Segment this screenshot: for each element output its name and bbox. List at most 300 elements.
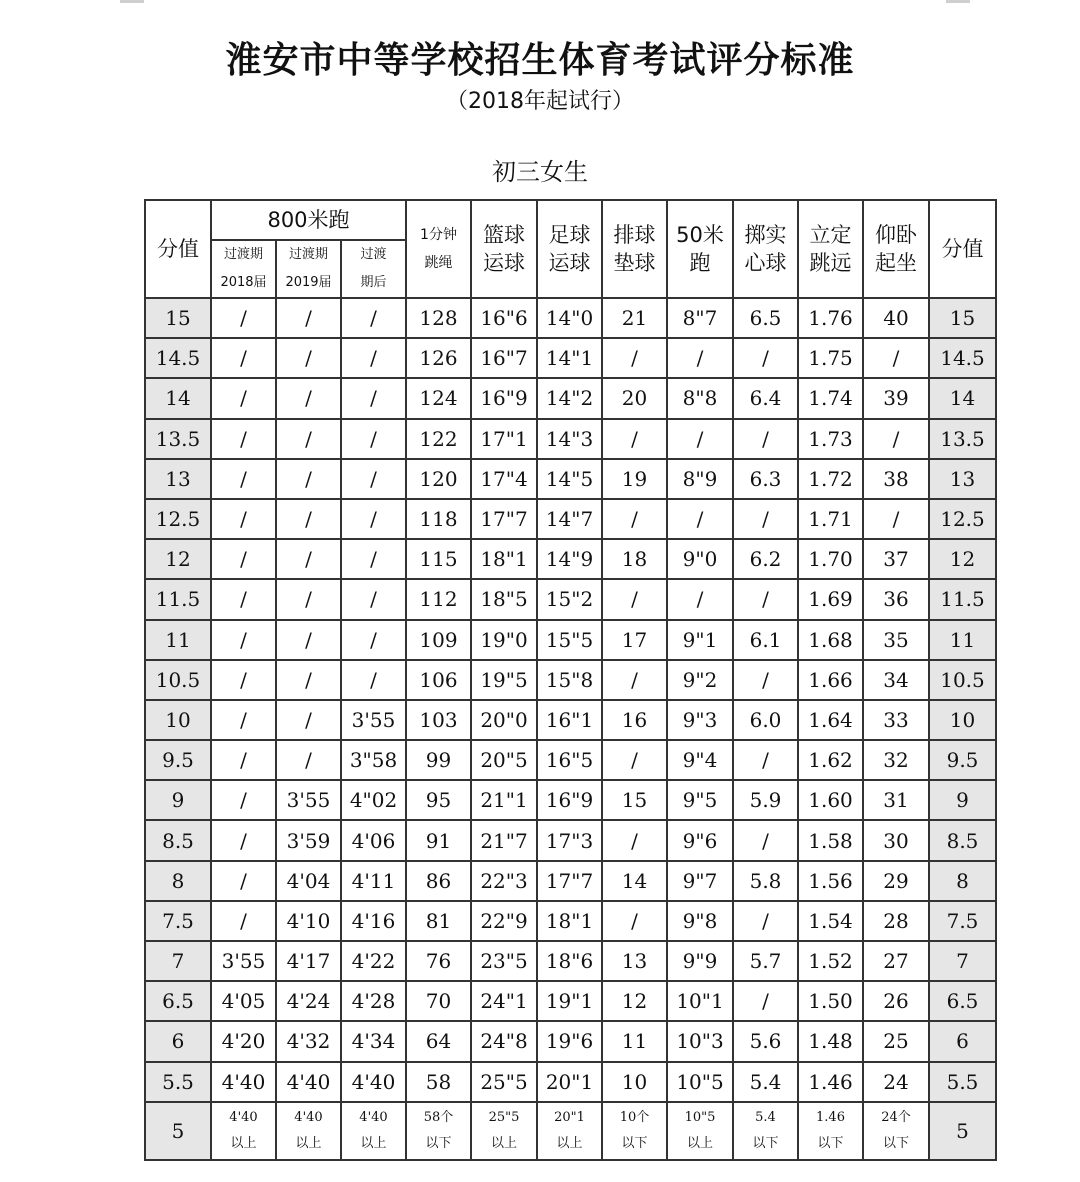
value-cell: 1.71 — [798, 499, 863, 539]
value-cell: 19"0 — [471, 620, 537, 660]
score-cell: 7.5 — [145, 901, 211, 941]
value-cell: / — [733, 820, 798, 860]
value-cell: 19 — [602, 459, 667, 499]
value-cell: 21"1 — [471, 780, 537, 820]
score-cell: 14 — [145, 378, 211, 418]
table-row — [145, 1021, 996, 1061]
value-cell: / — [211, 901, 276, 941]
value-cell: 1.64 — [798, 700, 863, 740]
score-cell: 10.5 — [929, 660, 996, 700]
value-cell: 39 — [863, 378, 929, 418]
value-cell: / — [733, 338, 798, 378]
value-cell: 1.72 — [798, 459, 863, 499]
value-cell: 9"9 — [667, 941, 733, 981]
value-cell: 1.68 — [798, 620, 863, 660]
value-cell: / — [341, 378, 406, 418]
value-cell: 40 — [863, 298, 929, 338]
table-row — [145, 298, 996, 338]
value-cell: 1.58 — [798, 820, 863, 860]
value-cell: 6.2 — [733, 539, 798, 579]
value-cell: / — [341, 539, 406, 579]
value-cell: / — [602, 740, 667, 780]
value-cell: / — [733, 660, 798, 700]
value-cell: / — [733, 740, 798, 780]
value-cell: / — [341, 419, 406, 459]
value-cell: 14"7 — [537, 499, 602, 539]
score-cell: 14 — [929, 378, 996, 418]
value-cell: / — [733, 499, 798, 539]
value-cell: 14"3 — [537, 419, 602, 459]
value-cell: 91 — [406, 820, 471, 860]
header-800m: 800米跑 — [211, 200, 406, 240]
score-cell: 11.5 — [929, 579, 996, 619]
value-cell: 76 — [406, 941, 471, 981]
score-cell: 12.5 — [929, 499, 996, 539]
value-cell: 1.66 — [798, 660, 863, 700]
value-cell: 8"9 — [667, 459, 733, 499]
value-cell: 5.6 — [733, 1021, 798, 1061]
value-cell: 10个 以下 — [602, 1102, 667, 1160]
value-cell: 9"1 — [667, 620, 733, 660]
value-cell: 17"1 — [471, 419, 537, 459]
value-cell: / — [602, 579, 667, 619]
value-cell: 17"7 — [537, 861, 602, 901]
value-cell: 1.74 — [798, 378, 863, 418]
table-row — [145, 459, 996, 499]
table-row — [145, 901, 996, 941]
value-cell: 18"1 — [537, 901, 602, 941]
header-score: 分值 — [145, 200, 211, 298]
value-cell: 36 — [863, 579, 929, 619]
header-800m-2018: 过渡期 2018届 — [211, 240, 276, 298]
value-cell: / — [211, 419, 276, 459]
value-cell: 15"2 — [537, 579, 602, 619]
value-cell: / — [602, 499, 667, 539]
score-cell: 6 — [145, 1021, 211, 1061]
value-cell: / — [733, 419, 798, 459]
value-cell: 3'55 — [211, 941, 276, 981]
value-cell: 1.73 — [798, 419, 863, 459]
table-row — [145, 780, 996, 820]
value-cell: 1.69 — [798, 579, 863, 619]
value-cell: 4'40 — [341, 1062, 406, 1102]
value-cell: 6.5 — [733, 298, 798, 338]
value-cell: 38 — [863, 459, 929, 499]
score-cell: 12.5 — [145, 499, 211, 539]
value-cell: 24个 以下 — [863, 1102, 929, 1160]
value-cell: 18"6 — [537, 941, 602, 981]
value-cell: 24 — [863, 1062, 929, 1102]
value-cell: 20"5 — [471, 740, 537, 780]
table-row — [145, 620, 996, 660]
value-cell: 17"3 — [537, 820, 602, 860]
value-cell: / — [341, 298, 406, 338]
value-cell: 32 — [863, 740, 929, 780]
score-cell: 6.5 — [929, 981, 996, 1021]
value-cell: 3'55 — [341, 700, 406, 740]
value-cell: 16 — [602, 700, 667, 740]
table-row — [145, 820, 996, 860]
value-cell: 120 — [406, 459, 471, 499]
value-cell: 1.52 — [798, 941, 863, 981]
value-cell: / — [667, 338, 733, 378]
value-cell: 14"1 — [537, 338, 602, 378]
value-cell: 6.0 — [733, 700, 798, 740]
value-cell: 1.46 以下 — [798, 1102, 863, 1160]
value-cell: / — [602, 901, 667, 941]
value-cell: 10 — [602, 1062, 667, 1102]
value-cell: / — [211, 539, 276, 579]
value-cell: 37 — [863, 539, 929, 579]
group-label: 初三女生 — [492, 158, 588, 186]
header-800m-2019: 过渡期 2019届 — [276, 240, 341, 298]
value-cell: 8"8 — [667, 378, 733, 418]
value-cell: 4'40 以上 — [211, 1102, 276, 1160]
value-cell: 13 — [602, 941, 667, 981]
value-cell: 25"5 以上 — [471, 1102, 537, 1160]
value-cell: 15"5 — [537, 620, 602, 660]
value-cell: 1.62 — [798, 740, 863, 780]
value-cell: 112 — [406, 579, 471, 619]
scoring-table — [144, 199, 997, 1161]
page-subtitle: （2018年起试行） — [446, 89, 634, 114]
value-cell: 4'16 — [341, 901, 406, 941]
table-row — [145, 660, 996, 700]
value-cell: / — [276, 700, 341, 740]
value-cell: / — [341, 620, 406, 660]
value-cell: 4'06 — [341, 820, 406, 860]
score-cell: 14.5 — [929, 338, 996, 378]
value-cell: 9"8 — [667, 901, 733, 941]
value-cell: / — [602, 820, 667, 860]
value-cell: / — [211, 298, 276, 338]
value-cell: 1.50 — [798, 981, 863, 1021]
value-cell: / — [276, 338, 341, 378]
value-cell: / — [276, 579, 341, 619]
value-cell: / — [211, 740, 276, 780]
value-cell: 1.70 — [798, 539, 863, 579]
table-row — [145, 1062, 996, 1102]
value-cell: / — [211, 378, 276, 418]
value-cell: 9"0 — [667, 539, 733, 579]
value-cell: 4'40 以上 — [341, 1102, 406, 1160]
score-cell: 8.5 — [145, 820, 211, 860]
value-cell: 34 — [863, 660, 929, 700]
value-cell: / — [863, 338, 929, 378]
header-50m: 50米 跑 — [667, 200, 733, 298]
value-cell: / — [276, 419, 341, 459]
value-cell: 10"5 — [667, 1062, 733, 1102]
table-body — [145, 298, 996, 1160]
value-cell: / — [211, 820, 276, 860]
value-cell: 4'34 — [341, 1021, 406, 1061]
value-cell: 58 — [406, 1062, 471, 1102]
scan-edge-right — [946, 0, 970, 3]
value-cell: 25 — [863, 1021, 929, 1061]
value-cell: 124 — [406, 378, 471, 418]
value-cell: 27 — [863, 941, 929, 981]
value-cell: 16"9 — [537, 780, 602, 820]
value-cell: 122 — [406, 419, 471, 459]
value-cell: / — [863, 499, 929, 539]
value-cell: / — [211, 861, 276, 901]
value-cell: 6.3 — [733, 459, 798, 499]
value-cell: 70 — [406, 981, 471, 1021]
value-cell: 4'24 — [276, 981, 341, 1021]
score-cell: 15 — [929, 298, 996, 338]
value-cell: 4'40 — [276, 1062, 341, 1102]
table-row — [145, 941, 996, 981]
value-cell: / — [602, 419, 667, 459]
value-cell: / — [276, 499, 341, 539]
value-cell: / — [276, 539, 341, 579]
value-cell: / — [211, 499, 276, 539]
value-cell: 8"7 — [667, 298, 733, 338]
value-cell: / — [211, 338, 276, 378]
value-cell: 4'10 — [276, 901, 341, 941]
score-cell: 8 — [145, 861, 211, 901]
table-row — [145, 338, 996, 378]
value-cell: 28 — [863, 901, 929, 941]
score-cell: 15 — [145, 298, 211, 338]
score-cell: 13.5 — [929, 419, 996, 459]
value-cell: / — [276, 660, 341, 700]
value-cell: 19"6 — [537, 1021, 602, 1061]
value-cell: 18 — [602, 539, 667, 579]
value-cell: 3'59 — [276, 820, 341, 860]
score-cell: 6 — [929, 1021, 996, 1061]
value-cell: 3"58 — [341, 740, 406, 780]
value-cell: 1.46 — [798, 1062, 863, 1102]
header-score-right: 分值 — [929, 200, 996, 298]
score-cell: 10 — [929, 700, 996, 740]
value-cell: / — [733, 981, 798, 1021]
score-cell: 9 — [929, 780, 996, 820]
value-cell: 20 — [602, 378, 667, 418]
value-cell: / — [341, 459, 406, 499]
value-cell: 6.1 — [733, 620, 798, 660]
score-cell: 9.5 — [929, 740, 996, 780]
score-cell: 7 — [145, 941, 211, 981]
value-cell: 128 — [406, 298, 471, 338]
score-cell: 9 — [145, 780, 211, 820]
value-cell: 5.4 — [733, 1062, 798, 1102]
value-cell: / — [211, 579, 276, 619]
header-long-jump: 立定 跳远 — [798, 200, 863, 298]
value-cell: / — [667, 419, 733, 459]
value-cell: 1.60 — [798, 780, 863, 820]
value-cell: 4'20 — [211, 1021, 276, 1061]
header-rope: 1分钟 跳绳 — [406, 200, 471, 298]
value-cell: 5.4 以下 — [733, 1102, 798, 1160]
value-cell: 16"1 — [537, 700, 602, 740]
value-cell: / — [733, 579, 798, 619]
value-cell: 21 — [602, 298, 667, 338]
value-cell: 5.7 — [733, 941, 798, 981]
value-cell: / — [602, 338, 667, 378]
value-cell: 64 — [406, 1021, 471, 1061]
value-cell: 15"8 — [537, 660, 602, 700]
value-cell: 16"9 — [471, 378, 537, 418]
value-cell: / — [667, 579, 733, 619]
value-cell: 14 — [602, 861, 667, 901]
table-row — [145, 700, 996, 740]
value-cell: 99 — [406, 740, 471, 780]
header-basketball: 篮球 运球 — [471, 200, 537, 298]
value-cell: 16"5 — [537, 740, 602, 780]
value-cell: 4'11 — [341, 861, 406, 901]
value-cell: 126 — [406, 338, 471, 378]
score-cell: 6.5 — [145, 981, 211, 1021]
score-cell: 7.5 — [929, 901, 996, 941]
scan-edge-left — [120, 0, 144, 3]
value-cell: / — [863, 419, 929, 459]
value-cell: 17 — [602, 620, 667, 660]
value-cell: / — [276, 378, 341, 418]
table-row — [145, 419, 996, 459]
value-cell: 26 — [863, 981, 929, 1021]
score-cell: 13 — [929, 459, 996, 499]
value-cell: 95 — [406, 780, 471, 820]
table-row-last — [145, 1102, 996, 1160]
value-cell: 4'22 — [341, 941, 406, 981]
value-cell: / — [211, 620, 276, 660]
value-cell: 9"5 — [667, 780, 733, 820]
score-cell: 5 — [929, 1102, 996, 1160]
value-cell: 10"1 — [667, 981, 733, 1021]
score-cell: 12 — [929, 539, 996, 579]
value-cell: / — [276, 620, 341, 660]
table-row — [145, 861, 996, 901]
value-cell: 86 — [406, 861, 471, 901]
value-cell: / — [733, 901, 798, 941]
score-cell: 11 — [145, 620, 211, 660]
value-cell: 12 — [602, 981, 667, 1021]
value-cell: / — [341, 660, 406, 700]
value-cell: / — [602, 660, 667, 700]
value-cell: 5.9 — [733, 780, 798, 820]
value-cell: 22"3 — [471, 861, 537, 901]
score-cell: 5.5 — [929, 1062, 996, 1102]
score-cell: 8 — [929, 861, 996, 901]
value-cell: / — [341, 499, 406, 539]
value-cell: 4'17 — [276, 941, 341, 981]
value-cell: 18"5 — [471, 579, 537, 619]
value-cell: 11 — [602, 1021, 667, 1061]
value-cell: 14"0 — [537, 298, 602, 338]
value-cell: 4'32 — [276, 1021, 341, 1061]
value-cell: 9"7 — [667, 861, 733, 901]
value-cell: 6.4 — [733, 378, 798, 418]
value-cell: 1.56 — [798, 861, 863, 901]
value-cell: 3'55 — [276, 780, 341, 820]
value-cell: 106 — [406, 660, 471, 700]
value-cell: 14"5 — [537, 459, 602, 499]
value-cell: 17"7 — [471, 499, 537, 539]
value-cell: 35 — [863, 620, 929, 660]
value-cell: 9"4 — [667, 740, 733, 780]
value-cell: 4'04 — [276, 861, 341, 901]
table-row — [145, 499, 996, 539]
score-cell: 12 — [145, 539, 211, 579]
score-cell: 11.5 — [145, 579, 211, 619]
header-football: 足球 运球 — [537, 200, 602, 298]
value-cell: 1.75 — [798, 338, 863, 378]
value-cell: / — [276, 298, 341, 338]
table-row — [145, 579, 996, 619]
value-cell: 1.76 — [798, 298, 863, 338]
value-cell: 20"0 — [471, 700, 537, 740]
value-cell: 24"1 — [471, 981, 537, 1021]
value-cell: 4"02 — [341, 780, 406, 820]
value-cell: 17"4 — [471, 459, 537, 499]
score-cell: 14.5 — [145, 338, 211, 378]
value-cell: 19"1 — [537, 981, 602, 1021]
score-cell: 5 — [145, 1102, 211, 1160]
value-cell: 4'05 — [211, 981, 276, 1021]
value-cell: / — [211, 700, 276, 740]
value-cell: 9"2 — [667, 660, 733, 700]
value-cell: 10"5 以上 — [667, 1102, 733, 1160]
score-cell: 10.5 — [145, 660, 211, 700]
value-cell: 30 — [863, 820, 929, 860]
value-cell: 22"9 — [471, 901, 537, 941]
value-cell: 16"6 — [471, 298, 537, 338]
value-cell: 4'40 — [211, 1062, 276, 1102]
value-cell: 10"3 — [667, 1021, 733, 1061]
value-cell: 5.8 — [733, 861, 798, 901]
score-cell: 13.5 — [145, 419, 211, 459]
score-cell: 8.5 — [929, 820, 996, 860]
value-cell: 23"5 — [471, 941, 537, 981]
value-cell: 19"5 — [471, 660, 537, 700]
table-row — [145, 981, 996, 1021]
score-cell: 11 — [929, 620, 996, 660]
value-cell: 81 — [406, 901, 471, 941]
header-situp: 仰卧 起坐 — [863, 200, 929, 298]
value-cell: 15 — [602, 780, 667, 820]
value-cell: 103 — [406, 700, 471, 740]
value-cell: 25"5 — [471, 1062, 537, 1102]
value-cell: 4'40 以上 — [276, 1102, 341, 1160]
score-cell: 9.5 — [145, 740, 211, 780]
page-title: 淮安市中等学校招生体育考试评分标准 — [225, 40, 855, 81]
value-cell: 9"3 — [667, 700, 733, 740]
value-cell: / — [276, 459, 341, 499]
value-cell: / — [341, 338, 406, 378]
value-cell: 18"1 — [471, 539, 537, 579]
value-cell: 31 — [863, 780, 929, 820]
value-cell: 9"6 — [667, 820, 733, 860]
value-cell: 20"1 — [537, 1062, 602, 1102]
header-800m-after: 过渡 期后 — [341, 240, 406, 298]
score-cell: 10 — [145, 700, 211, 740]
value-cell: / — [667, 499, 733, 539]
table-row — [145, 539, 996, 579]
value-cell: 14"9 — [537, 539, 602, 579]
value-cell: 29 — [863, 861, 929, 901]
value-cell: 1.48 — [798, 1021, 863, 1061]
value-cell: 4'28 — [341, 981, 406, 1021]
value-cell: 16"7 — [471, 338, 537, 378]
header-volleyball: 排球 垫球 — [602, 200, 667, 298]
value-cell: 58个 以下 — [406, 1102, 471, 1160]
value-cell: / — [211, 780, 276, 820]
value-cell: 109 — [406, 620, 471, 660]
table-row — [145, 378, 996, 418]
value-cell: / — [276, 740, 341, 780]
table-row — [145, 740, 996, 780]
